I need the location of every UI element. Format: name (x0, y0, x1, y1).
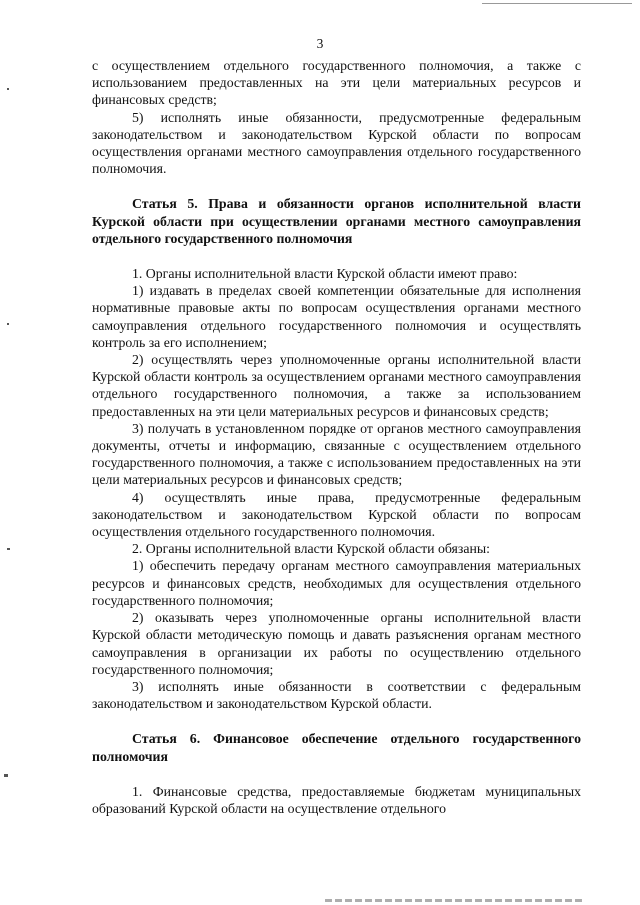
scan-speck (4, 774, 8, 777)
article-heading: Статья 6. Финансовое обеспечение отдельного государственного полномочия (92, 731, 581, 764)
scan-speck (7, 548, 10, 550)
scan-bottom-noise (325, 899, 585, 902)
document-body (92, 57, 581, 817)
spacer (92, 177, 581, 195)
spacer (92, 247, 581, 265)
paragraph: 1. Органы исполнительной власти Курской области имеют право: (132, 266, 518, 282)
paragraph: 1) издавать в пределах своей компетенции обязательные для исполнения нормативные правовые акты по вопросам осуществления органами местного самоуправления отдельного государственного полномочия и осуществлять контроль за его исполнением; (92, 283, 581, 350)
scan-speck (7, 88, 9, 90)
scan-top-rule (482, 3, 632, 4)
paragraph: 1. Финансовые средства, предоставляемые бюджетам муниципальных образований Курской области на осуществление отдельного (92, 783, 581, 816)
article-heading: Статья 5. Права и обязанности органов исполнительной власти Курской области при осуществлении органами местного самоуправления отдельного государственного полномочия (92, 196, 581, 246)
paragraph: 2) оказывать через уполномоченные органы исполнительной власти Курской области методическую помощь и давать разъяснения органам местного самоуправления в организации их работы по осуществлению отдельного государственного полномочия; (92, 610, 581, 677)
paragraph: 5) исполнять иные обязанности, предусмотренные федеральным законодательством и законодательством Курской области по вопросам осуществления органами местного самоуправления отдельного государственного полномочия. (92, 109, 581, 177)
paragraph: 2. Органы исполнительной власти Курской области обязаны: (132, 541, 490, 557)
spacer (92, 765, 581, 783)
paragraph: 2) осуществлять через уполномоченные органы исполнительной власти Курской области контроль за осуществлением органами местного самоуправления отдельного государственного полномочия, а также за использованием предоставленных на эти цели материальных ресурсов и финансовых средств; (92, 352, 581, 419)
paragraph: 4) осуществлять иные права, предусмотренные федеральным законодательством и законодательством Курской области по вопросам осуществления отдельного государственного полномочия. (92, 489, 581, 540)
paragraph: с осуществлением отдельного государственного полномочия, а также с использованием предоставленных на эти цели материальных ресурсов и финансовых средств; (92, 58, 581, 108)
paragraph: 3) исполнять иные обязанности в соответствии с федеральным законодательством и законодательством Курской области. (92, 678, 581, 712)
scan-speck (7, 323, 9, 325)
spacer (92, 712, 581, 730)
paragraph: 1) обеспечить передачу органам местного самоуправления материальных ресурсов и финансовых средств, необходимых для осуществления отдельного государственного полномочия; (92, 558, 581, 608)
page-number: 3 (316, 36, 324, 51)
paragraph: 3) получать в установленном порядке от органов местного самоуправления документы, отчеты и информацию, связанные с осуществлением отдельного государственного полномочия, а также с использованием предоставленных на эти цели материальных ресурсов и финансовых средств; (92, 420, 581, 488)
